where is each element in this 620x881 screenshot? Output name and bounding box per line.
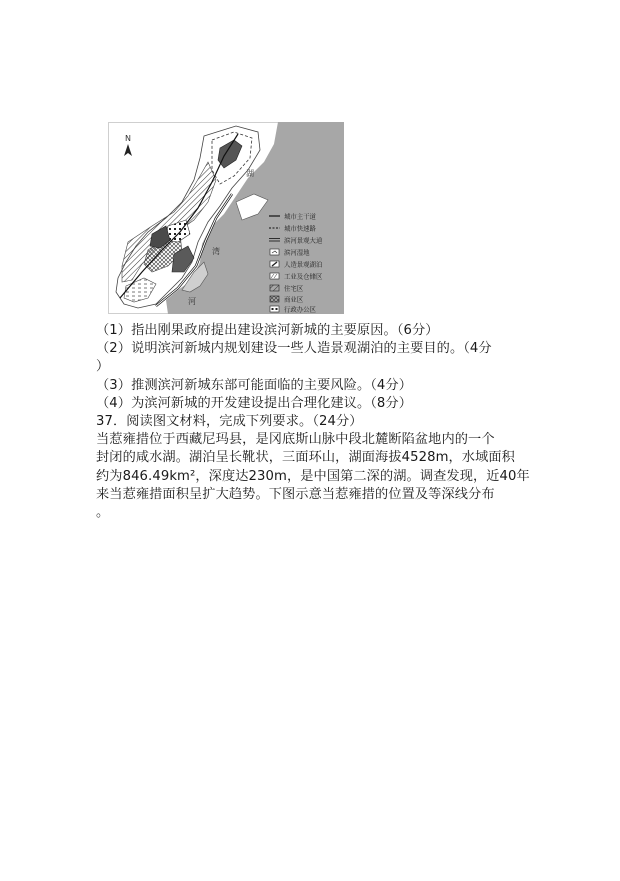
legend-label-commercial: 商业区 <box>284 295 304 304</box>
question-2-part-b: ） <box>96 359 110 375</box>
city-planning-map <box>108 122 344 314</box>
question-1: （1）指出刚果政府提出建设滨河新城的主要原因。（6分） <box>96 323 439 338</box>
legend-symbol-residential <box>270 285 279 291</box>
legend-symbol-commercial <box>270 296 279 302</box>
question-4: （4）为滨河新城的开发建设提出合理化建议。（8分） <box>96 395 412 411</box>
passage-line-5: 。 <box>96 505 110 521</box>
legend-label-expressway: 城市快速路 <box>284 224 316 233</box>
lake-label: 湖 <box>246 169 254 178</box>
legend-symbol-wetland <box>270 249 279 255</box>
legend-label-wetland: 滨河湿地 <box>284 248 310 257</box>
legend-label-administrative: 行政办公区 <box>284 305 316 314</box>
legend-label-boulevard: 滨河景观大道 <box>284 236 323 245</box>
passage-line-3: 约为846.49km²，深度达230m，是中国第二深的湖。调查发现，近40年 <box>96 468 530 484</box>
passage-line-1: 当惹雍措位于西藏尼玛县，是冈底斯山脉中段北麓断陷盆地内的一个 <box>96 432 495 448</box>
passage-line-2: 封闭的咸水湖。湖泊呈长靴状，三面环山，湖面海拔4528m，水域面积 <box>96 450 515 466</box>
north-label: N <box>125 134 131 143</box>
question-37-heading: 37．阅读图文材料，完成下列要求。（24分） <box>96 414 363 430</box>
legend-label-main-road: 城市主干道 <box>284 212 316 221</box>
passage-line-4: 来当惹雍措面积呈扩大趋势。下图示意当惹雍措的位置及等深线分布 <box>96 486 495 502</box>
question-text <box>96 322 530 522</box>
bay-label: 湾 <box>212 247 220 256</box>
map-figure <box>108 122 344 314</box>
legend-symbol-administrative <box>270 306 279 312</box>
legend-symbol-industrial <box>270 273 279 279</box>
question-2-part-a: （2）说明滨河新城内规划建设一些人造景观湖泊的主要目的。（4分 <box>96 341 492 357</box>
river-label: 河 <box>188 297 196 306</box>
legend-label-industrial: 工业及仓储区 <box>284 272 323 281</box>
legend-label-residential: 住宅区 <box>284 284 304 293</box>
legend-label-artificial-lake: 人造景观湖泊 <box>284 260 323 269</box>
question-3: （3）推测滨河新城东部可能面临的主要风险。（4分） <box>96 377 412 393</box>
